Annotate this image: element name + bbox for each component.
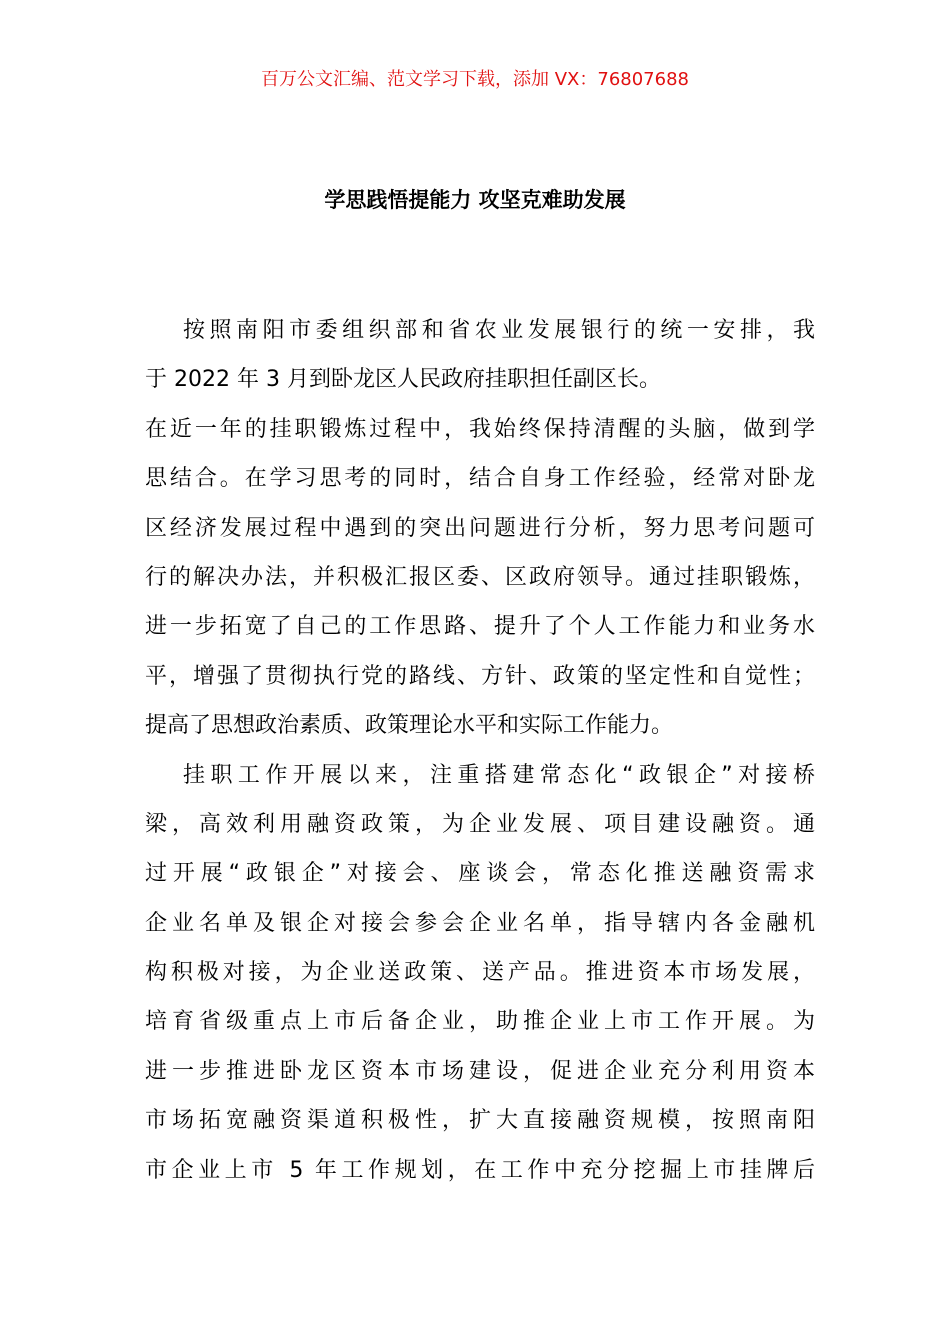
text-line: 按照南阳市委组织部和省农业发展银行的统一安排，我 <box>183 318 815 343</box>
text-line: 培育省级重点上市后备企业，助推企业上市工作开展。为 <box>145 1009 815 1035</box>
page-title: 学思践悟提能力 攻坚克难助发展 <box>324 188 626 212</box>
text-line: 市场拓宽融资渠道积极性，扩大直接融资规模，按照南阳 <box>145 1108 815 1134</box>
text-line: 进一步拓宽了自己的工作思路、提升了个人工作能力和业务水 <box>145 614 815 640</box>
text-line: 于 2022 年 3 月到卧龙区人民政府挂职担任副区长。 <box>145 367 661 393</box>
text-line: 挂职工作开展以来，注重搭建常态化“政银企”对接桥 <box>183 762 815 788</box>
text-line: 过开展“政银企”对接会、座谈会，常态化推送融资需求 <box>145 861 815 887</box>
document-body <box>145 306 815 1195</box>
text-line: 提高了思想政治素质、政策理论水平和实际工作能力。 <box>145 713 674 739</box>
text-line: 行的解决办法，并积极汇报区委、区政府领导。通过挂职锻炼， <box>145 564 815 590</box>
text-line: 区经济发展过程中遇到的突出问题进行分析，努力思考问题可 <box>145 515 815 541</box>
text-line: 企业名单及银企对接会参会企业名单，指导辖内各金融机 <box>145 910 815 936</box>
text-line: 在近一年的挂职锻炼过程中，我始终保持清醒的头脑，做到学 <box>145 416 815 442</box>
header-banner: 百万公文汇编、范文学习下载，添加 VX：76807688 <box>261 69 689 90</box>
text-line: 构积极对接，为企业送政策、送产品。推进资本市场发展， <box>145 960 815 986</box>
text-line: 梁，高效利用融资政策，为企业发展、项目建设融资。通 <box>145 811 815 837</box>
text-line: 进一步推进卧龙区资本市场建设，促进企业充分利用资本 <box>145 1058 815 1084</box>
text-line: 市企业上市 5 年工作规划，在工作中充分挖掘上市挂牌后 <box>145 1157 815 1183</box>
text-line: 平，增强了贯彻执行党的路线、方针、政策的坚定性和自觉性； <box>145 663 815 689</box>
text-line: 思结合。在学习思考的同时，结合自身工作经验，经常对卧龙 <box>145 466 815 492</box>
